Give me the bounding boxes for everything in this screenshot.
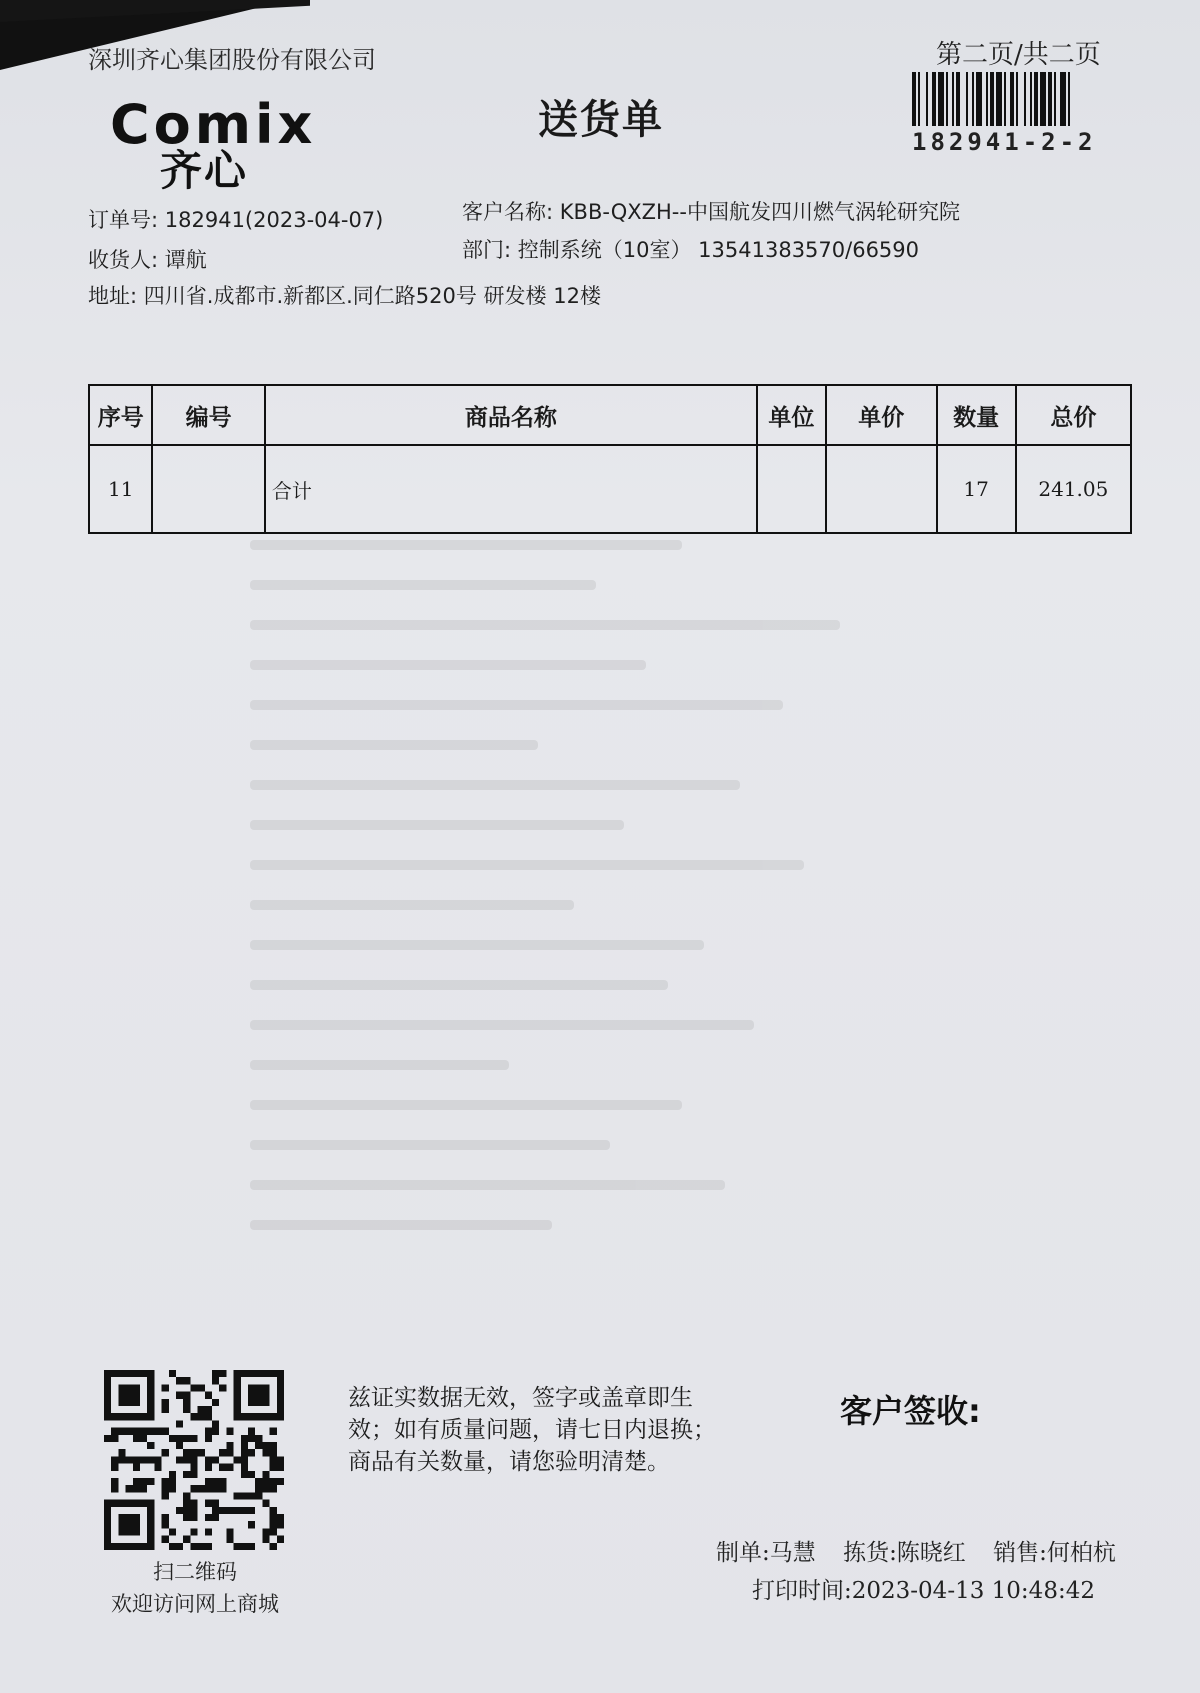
col-header-price: 单价	[826, 385, 937, 445]
maker: 制单:马慧	[716, 1540, 816, 1566]
cell-total: 241.05	[1016, 445, 1131, 533]
cell-index: 11	[89, 445, 152, 533]
dept-value: 控制系统（10室） 13541383570/66590	[517, 238, 920, 262]
col-header-total: 总价	[1016, 385, 1131, 445]
order-label: 订单号:	[88, 208, 159, 232]
col-header-index: 序号	[89, 385, 152, 445]
col-header-qty: 数量	[937, 385, 1016, 445]
picker: 拣货:陈晓红	[843, 1540, 966, 1566]
qr-caption-line2: 欢迎访问网上商城	[111, 1592, 279, 1616]
qr-code-icon	[104, 1370, 284, 1550]
receiver	[88, 244, 207, 274]
brand-logo-zh: 齐心	[160, 146, 249, 195]
page-number: 第二页/共二页	[936, 40, 1101, 70]
qr-caption	[90, 1556, 300, 1620]
address-label: 地址:	[88, 284, 138, 308]
table-header-row	[89, 385, 1131, 445]
col-header-code: 编号	[152, 385, 265, 445]
table-row	[89, 445, 1131, 533]
notice-line2: 效；如有质量问题，请七日内退换；	[348, 1417, 716, 1443]
customer-name	[462, 196, 960, 226]
company-name: 深圳齐心集团股份有限公司	[88, 46, 376, 74]
order-number	[88, 204, 383, 234]
barcode-number: 182941-2-2	[912, 128, 1097, 156]
staff-line	[716, 1534, 1136, 1567]
dept-label: 部门:	[462, 238, 512, 262]
address-value: 四川省.成都市.新都区.同仁路520号 研发楼 12楼	[143, 284, 601, 308]
customer-label: 客户名称:	[462, 200, 554, 224]
receiver-value: 谭航	[164, 248, 207, 272]
items-table	[88, 384, 1132, 534]
col-header-unit: 单位	[757, 385, 826, 445]
cell-code	[152, 445, 265, 533]
department	[462, 234, 919, 264]
customer-sign-label: 客户签收:	[840, 1392, 981, 1430]
cell-price	[826, 445, 937, 533]
qr-caption-line1: 扫二维码	[153, 1560, 237, 1584]
cell-product: 合计	[265, 445, 757, 533]
order-value: 182941(2023-04-07)	[164, 208, 384, 232]
customer-value: KBB-QXZH--中国航发四川燃气涡轮研究院	[559, 200, 960, 224]
sales: 销售:何柏杭	[993, 1540, 1116, 1566]
barcode-icon	[912, 72, 1124, 126]
brand-logo-en: Comix	[110, 93, 317, 156]
show-through-shadow	[250, 540, 970, 1300]
cell-qty: 17	[937, 445, 1016, 533]
receiver-label: 收货人:	[88, 248, 159, 272]
cell-unit	[757, 445, 826, 533]
address	[88, 280, 601, 310]
document-title: 送货单	[538, 97, 664, 143]
col-header-product: 商品名称	[265, 385, 757, 445]
notice-text	[348, 1382, 768, 1478]
notice-line1: 兹证实数据无效，签字或盖章即生	[348, 1385, 693, 1411]
print-time: 打印时间:2023-04-13 10:48:42	[752, 1578, 1095, 1604]
notice-line3: 商品有关数量，请您验明清楚。	[348, 1449, 670, 1475]
